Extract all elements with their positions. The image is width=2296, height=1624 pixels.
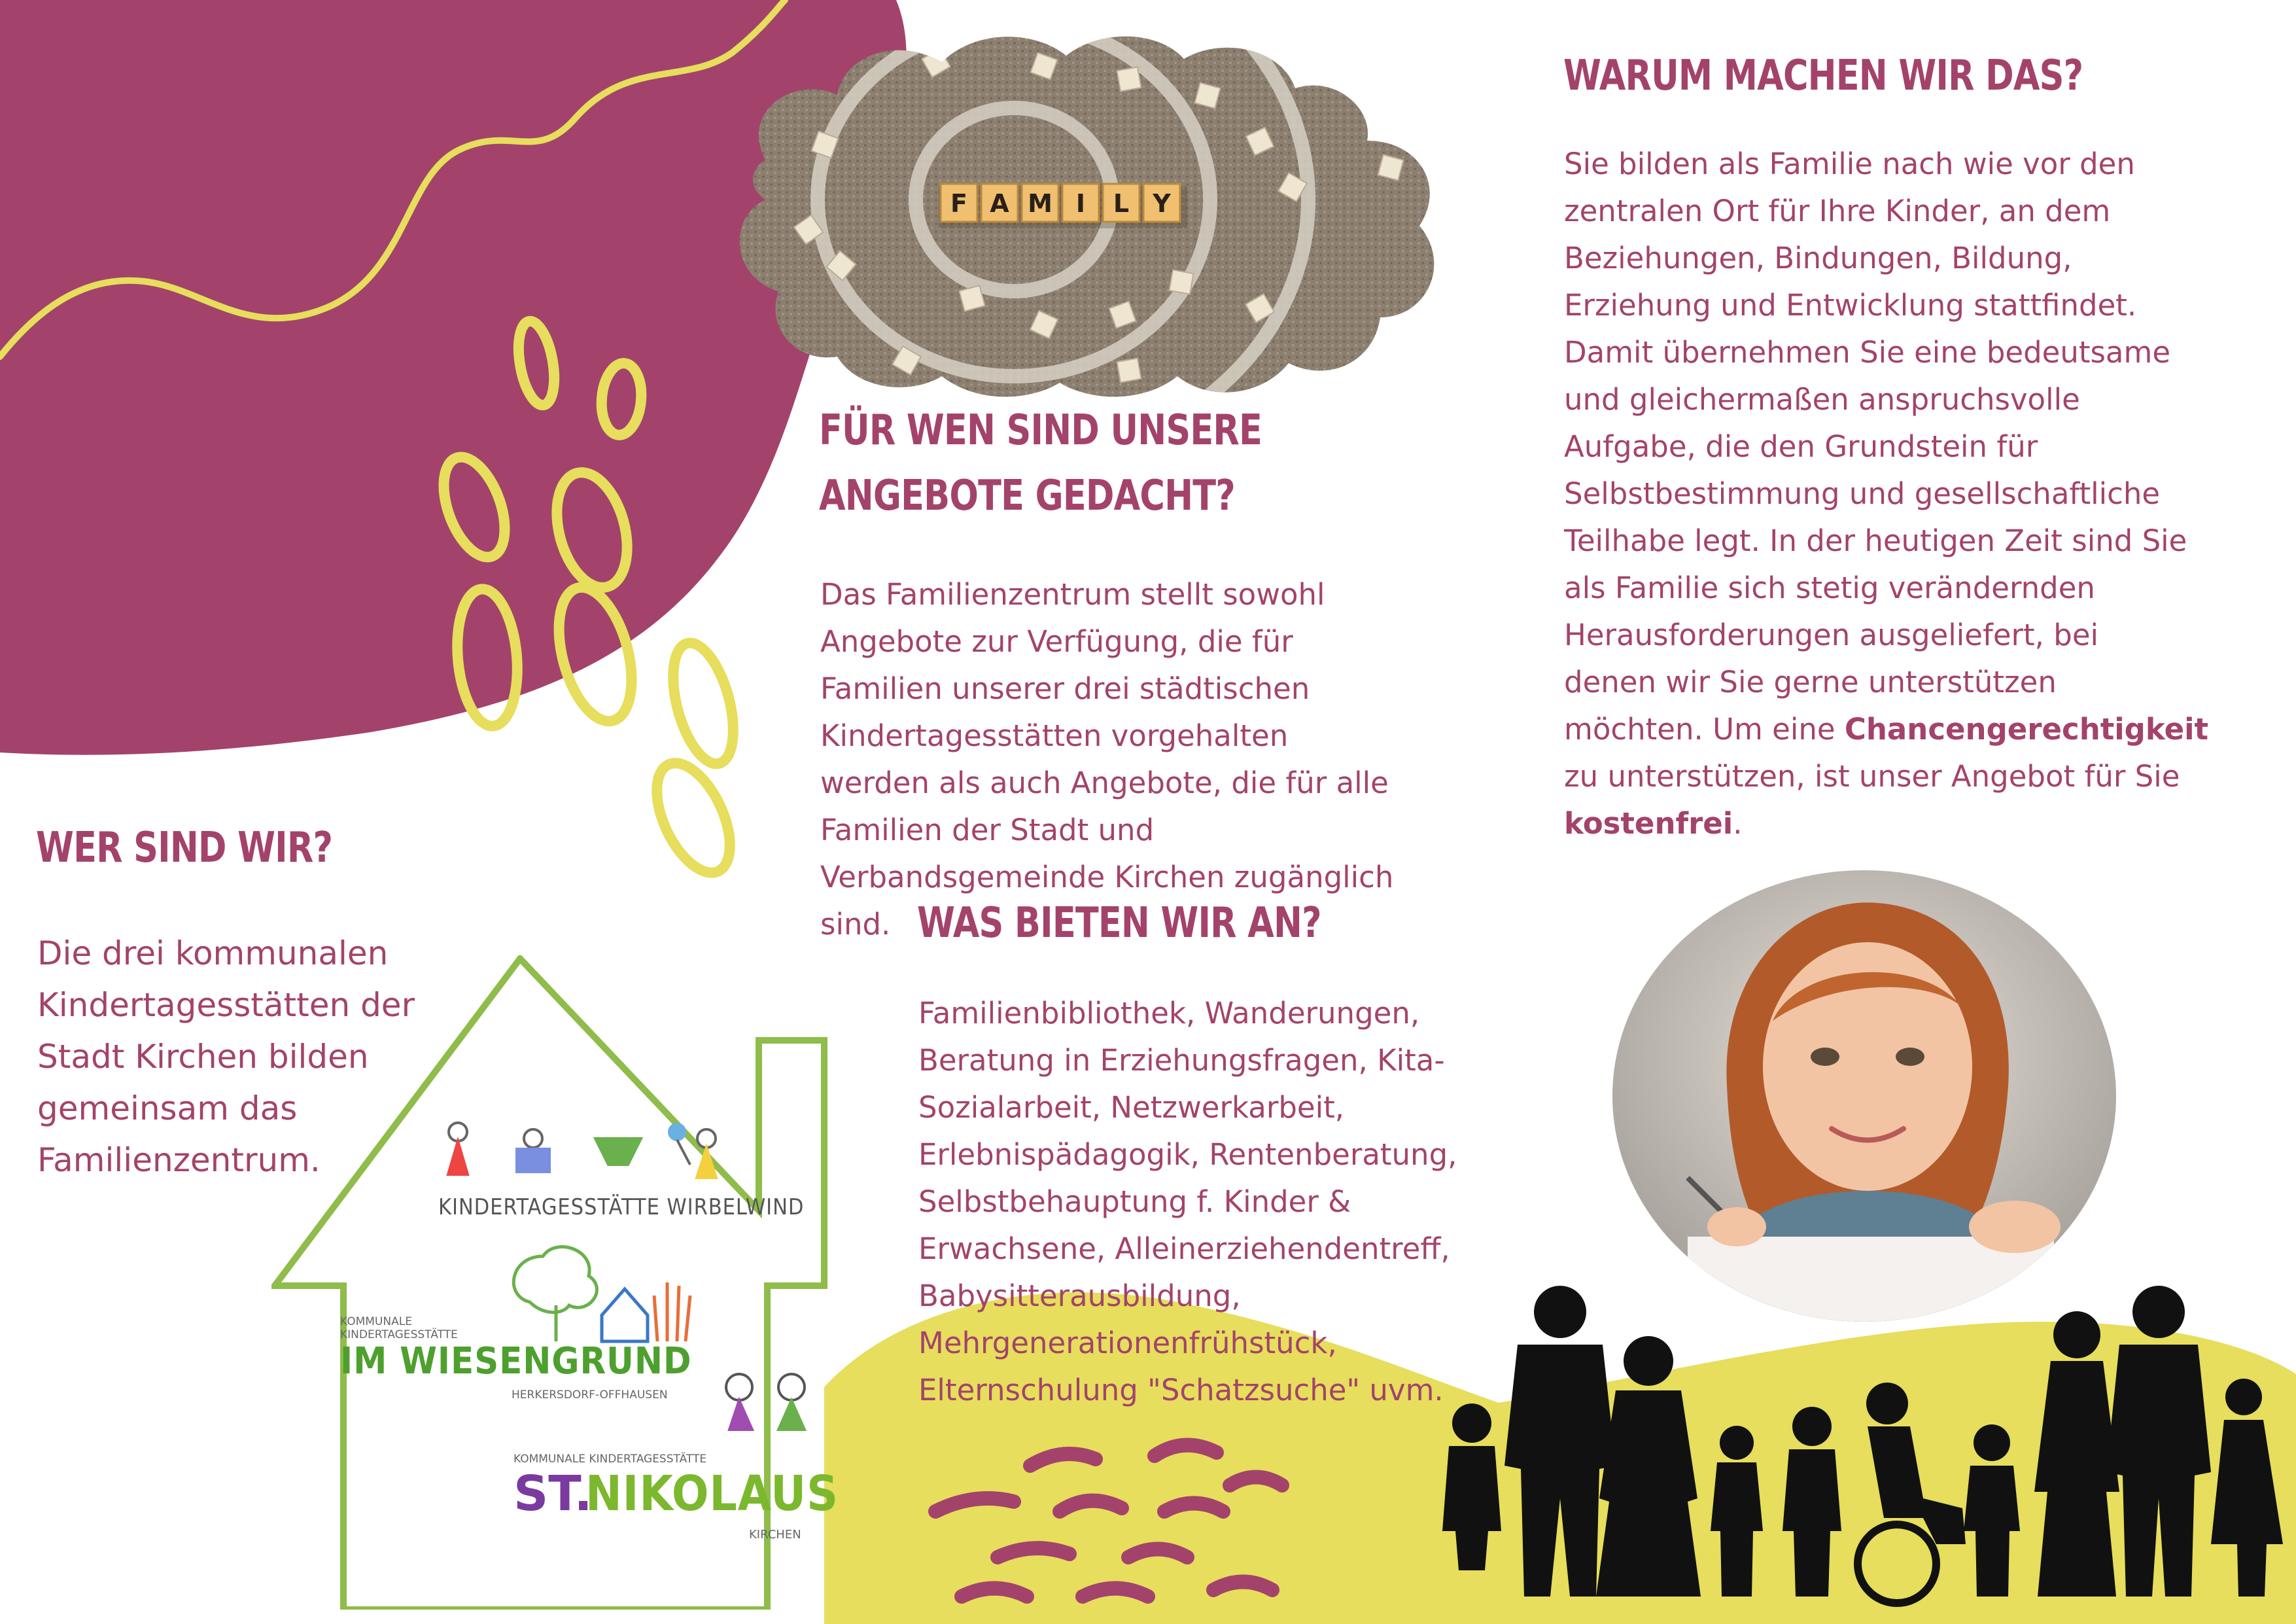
heading-was-bieten-wir-an: WAS BIETEN WIR AN? [917,899,1321,947]
text-line: Damit übernehmen Sie eine bedeutsame [1564,335,2171,370]
family-word-tiles [939,184,1187,228]
heading-wer-sind-wir: WER SIND WIR? [36,824,333,872]
text-line: werden als auch Angebote, die für alle [820,766,1389,800]
tree-house-hand-icon [504,1243,693,1348]
wiesengrund-name: IM WIESENGRUND [340,1340,692,1383]
text-bold-chancengerechtigkeit: Chancengerechtigkeit [1844,712,2209,747]
children-drawing-icon [432,1112,733,1197]
heading-fuer-wen-line2: ANGEBOTE GEDACHT? [819,472,1235,520]
text-line: Herausforderungen ausgeliefert, bei [1564,618,2099,652]
text-fragment: . [1733,806,1743,841]
text-line: Familienbibliothek, Wanderungen, [918,996,1420,1031]
text-warum [1564,141,2208,847]
text-line: Aufgabe, die den Grundstein für [1564,429,2038,464]
text-line: Beratung in Erziehungsfragen, Kita- [918,1043,1445,1078]
text-line: zentralen Ort für Ihre Kinder, an dem [1564,194,2111,228]
wiesengrund-small2: KINDERTAGESSTÄTTE [340,1328,458,1341]
tile-letter: F [950,189,967,218]
text-bold-kostenfrei: kostenfrei [1564,806,1733,841]
text-line: Elternschulung "Schatzsuche" uvm. [918,1373,1444,1407]
text-line: Sie bilden als Familie nach wie vor den [1564,147,2135,181]
text-line: Babysitterausbildung, [918,1279,1241,1313]
text-line: Beziehungen, Bindungen, Bildung, [1564,241,2072,275]
text-line: gemeinsam das [37,1089,298,1127]
text-line: Verbandsgemeinde Kirchen zugänglich [820,860,1394,894]
text-line: Mehrgenerationenfrühstück, [918,1326,1337,1360]
family-silhouettes [1439,1282,2296,1624]
text-line: Erziehung und Entwicklung stattfindet. [1564,288,2137,323]
heading-warum: WARUM MACHEN WIR DAS? [1563,52,2083,100]
wiesengrund-small1: KOMMUNALE [340,1315,412,1328]
nikolaus-name: NIKOLAUS [585,1466,839,1522]
family-tiles-photo [726,29,1455,402]
text-was-bieten [918,990,1457,1414]
text-line: Selbstbehauptung f. Kinder & [918,1184,1351,1219]
tile-letter: L [1113,189,1130,218]
tile-letter: M [1028,189,1052,218]
text-line: Familien der Stadt und [820,813,1155,847]
nikolaus-small: KOMMUNALE KINDERTAGESSTÄTTE [513,1453,707,1466]
text-line: Selbstbestimmung und gesellschaftliche [1564,476,2161,511]
text-line: als Familie sich stetig verändernden [1564,571,2095,605]
child-photo [1609,870,2119,1328]
tile-letter: Y [1153,189,1171,218]
text-line: Familienzentrum. [37,1141,321,1179]
text-line: Erwachsene, Alleinerziehendentreff, [918,1231,1450,1266]
logo-nikolaus [510,1368,837,1551]
text-wer-sind-wir [37,928,415,1186]
text-line: zu unterstützen, ist unser Angebot für Sie [1564,759,2180,794]
text-line: Familien unserer drei städtischen [820,671,1310,706]
tile-letter: A [990,189,1009,218]
text-line: Teilhabe legt. In der heutigen Zeit sind Sie [1564,523,2187,558]
text-line: Stadt Kirchen bilden [37,1038,369,1076]
text-line: und gleichermaßen anspruchsvolle [1564,382,2080,417]
nikolaus-place: KIRCHEN [749,1528,801,1542]
text-line: Sozialarbeit, Netzwerkarbeit, [918,1090,1345,1125]
heading-fuer-wen-line1: FÜR WEN SIND UNSERE [819,406,1262,455]
text-line: Kindertagesstätten vorgehalten [820,718,1289,753]
wiesengrund-place: HERKERSDORF-OFFHAUSEN [512,1388,668,1402]
logo-wirbelwind [432,1112,805,1237]
text-line: Angebote zur Verfügung, die für [820,624,1293,659]
text-fragment: möchten. Um eine [1564,712,1845,747]
text-line: Kindertagesstätten der [37,986,415,1024]
text-line: Die drei kommunalen [37,934,389,972]
nikolaus-st: ST. [513,1466,593,1522]
wirbelwind-label: KINDERTAGESSTÄTTE WIRBELWIND [438,1194,805,1220]
text-line: denen wir Sie gerne unterstützen [1564,665,2057,699]
text-fuer-wen [820,571,1393,948]
text-line: Erlebnispädagogik, Rentenberatung, [918,1137,1457,1172]
text-line-kostenfrei [1564,800,2208,847]
text-line-chancen [1564,706,2208,753]
tile-letter: I [1075,189,1086,218]
kids-playing-icon [713,1368,824,1453]
text-line: Das Familienzentrum stellt sowohl [820,577,1325,612]
text-line: sind. [820,907,891,942]
